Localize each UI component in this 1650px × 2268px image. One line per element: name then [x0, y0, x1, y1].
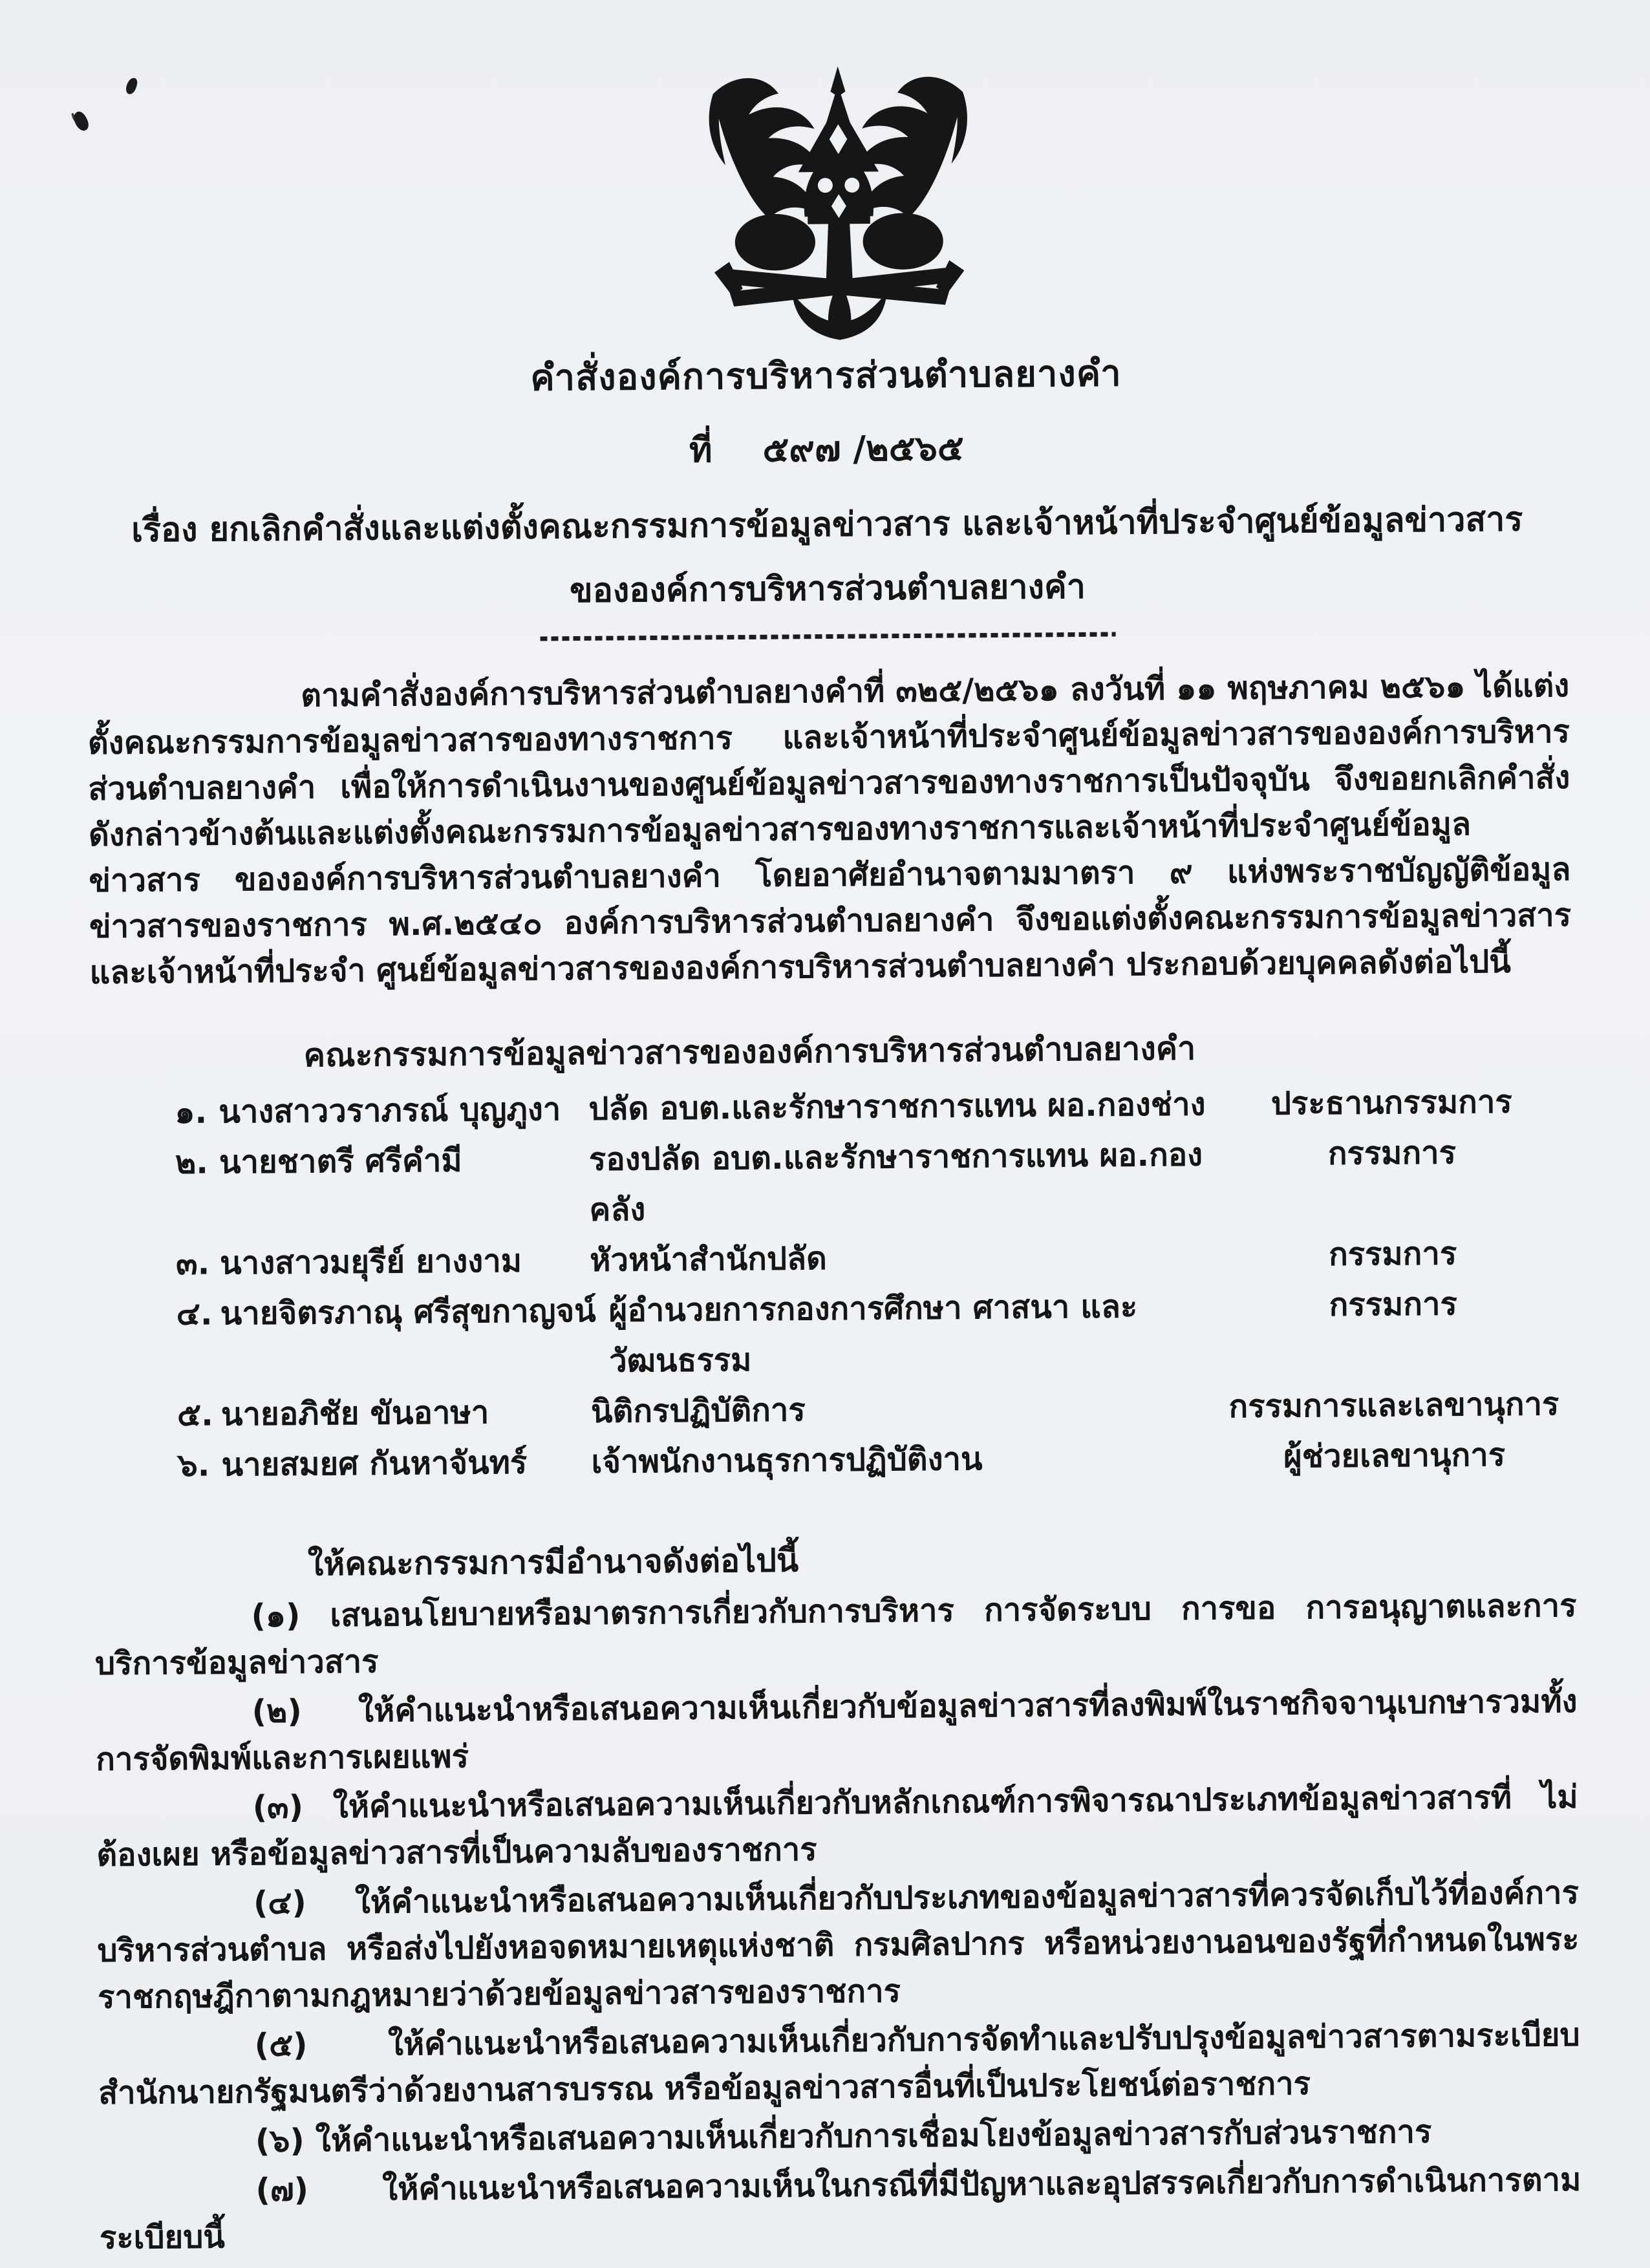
committee-row — [92, 1278, 1574, 1391]
member-no: ๔. — [176, 1295, 213, 1332]
member-no: ๕. — [177, 1396, 213, 1433]
power-item-5: (๕) ให้คำแนะนำหรือเสนอความเห็นเกี่ยวกับการจัดทำและปรับปรุงข้อมูลข่าวสารตามระเบียบสำนักนายกรัฐมนตรีว่าด้วยงานสารบรรณ หรือข้อมูลข่าวสารอื่นที่เป็นประโยชน์ต่อราชการ — [98, 2016, 1580, 2112]
member-name: นายชาตรี ศรีคำมี — [219, 1142, 462, 1181]
member-name: นายจิตรภาณุ ศรีสุขกาญจน์ — [220, 1292, 596, 1332]
member-no: ๖. — [177, 1446, 210, 1484]
power-item-4: (๔) ให้คำแนะนำหรือเสนอความเห็นเกี่ยวกับประเภทของข้อมูลข่าวสารที่ควรจัดเก็บไว้ที่องค์การบริหารส่วนตำบล หรือส่งไปยังหอจดหมายเหตุแห่งชาติ กรมศิลปากร หรือหน่วยงานอนของรัฐที่กำหนดในพระราชกฤษฎีกาตามกฎหมายว่าด้วยข้อมูลข่าวสารของราชการ — [97, 1874, 1580, 2016]
member-position: เจ้าพนักงานธุรการปฏิบัติงาน — [591, 1440, 983, 1481]
doc-number — [85, 415, 1568, 482]
member-role: กรรมการและเลขานุการ — [1228, 1385, 1559, 1426]
subject-line-1: เรื่อง ยกเลิกคำสั่งและแต่งตั้งคณะกรรมการข้อมูลข่าวสาร และเจ้าหน้าที่ประจำศูนย์ข้อมูลข่าวสาร — [131, 500, 1523, 550]
member-position: นิติกรปฏิบัติการ — [590, 1391, 806, 1430]
member-position: ผู้อำนวยการกองการศึกษา ศาสนา และวัฒนธรรม — [608, 1288, 1138, 1380]
member-no: ๑. — [175, 1093, 208, 1131]
doc-number-label: ที่ — [689, 429, 712, 471]
member-position: หัวหน้าสำนักปลัด — [589, 1240, 828, 1279]
member-no: ๓. — [175, 1245, 210, 1282]
member-role: กรรมการ — [1327, 1134, 1457, 1172]
garuda-emblem — [689, 58, 989, 345]
committee-row — [91, 1127, 1574, 1239]
power-item-1: (๑) เสนอนโยบายหรือมาตรการเกี่ยวกับการบริหาร การจัดระบบ การขอ การอนุญาตและการบริการข้อมูลข่าวสาร — [94, 1587, 1577, 1682]
committee-list — [91, 1076, 1576, 1492]
member-name: นายอภิชัย ขันอาษา — [220, 1394, 489, 1433]
doc-number-value: ๕๙๗ /๒๕๖๕ — [762, 427, 964, 470]
member-position: รองปลัด อบต.และรักษาราชการแทน ผอ.กองคลัง — [588, 1136, 1203, 1228]
member-role: กรรมการ — [1329, 1285, 1457, 1323]
powers-heading: ให้คณะกรรมการมีอำนาจดังต่อไปนี้ — [307, 1541, 799, 1583]
subject-line-2: ขององค์การบริหารส่วนตำบลยางคำ — [569, 567, 1086, 611]
page-title: คำสั่งองค์การบริหารส่วนตำบลยางคำ — [530, 352, 1122, 400]
member-name: นางสาววราภรณ์ บุญภูงา — [219, 1091, 561, 1131]
member-name: นายสมยศ กันหาจันทร์ — [221, 1444, 528, 1484]
member-no: ๒. — [175, 1144, 209, 1181]
member-role: ประธานกรรมการ — [1270, 1083, 1512, 1122]
power-item-3: (๓) ให้คำแนะนำหรือเสนอความเห็นเกี่ยวกับหลักเกณฑ์การพิจารณาประเภทข้อมูลข่าวสารที่ ไม่ต้องเผย หรือข้อมูลข่าวสารที่เป็นความลับของราชการ — [96, 1778, 1578, 1874]
member-position: ปลัด อบต.และรักษาราชการแทน ผอ.กองช่าง — [588, 1086, 1206, 1128]
opening-paragraph: ตามคำสั่งองค์การบริหารส่วนตำบลยางคำที่ ๓๒๕/๒๕๖๑ ลงวันที่ ๑๑ พฤษภาคม ๒๕๖๑ ได้แต่งตั้งคณะกรรมการข้อมูลข่าวสารของทางราชการ และเจ้าหน้าที่ประจำศูนย์ข้อมูลข่าวสารขององค์การบริหารส่วนตำบลยางคำ เพื่อให้การดำเนินงานของศูนย์ข้อมูลข่าวสารของทางราชการเป็นปัจจุบัน จึงขอยกเลิกคำสั่งดังกล่าวข้างต้นและแต่งตั้งคณะกรรมการข้อมูลข่าวสารของทางราชการและเจ้าหน้าที่ประจำศูนย์ข้อมูลข่าวสาร ขององค์การบริหารส่วนตำบลยางคำ โดยอาศัยอำนาจตามมาตรา ๙ แห่งพระราชบัญญัติข้อมูลข่าวสารของราชการ พ.ศ.๒๕๔๐ องค์การบริหารส่วนตำบลยางคำ จึงขอแต่งตั้งคณะกรรมการข้อมูลข่าวสาร และเจ้าหน้าที่ประจำ ศูนย์ข้อมูลข่าวสารขององค์การบริหารส่วนตำบลยางคำ ประกอบด้วยบุคคลดังต่อไปนี้ — [87, 667, 1572, 991]
power-item-2: (๒) ให้คำแนะนำหรือเสนอความเห็นเกี่ยวกับข้อมูลข่าวสารที่ลงพิมพ์ในราชกิจจานุเบกษารวมทั้งการจัดพิมพ์และการเผยแพร่ — [95, 1682, 1578, 1778]
member-name: นางสาวมยุรีย์ ยางงาม — [219, 1242, 522, 1282]
committee-heading: คณะกรรมการข้อมูลข่าวสารขององค์การบริหารส่วนตำบลยางคำ — [303, 1029, 1196, 1075]
committee-row — [93, 1429, 1576, 1492]
member-role: กรรมการ — [1328, 1235, 1457, 1273]
member-role: ผู้ช่วยเลขานุการ — [1283, 1436, 1506, 1475]
power-item-6: (๖) ให้คำแนะนำหรือเสนอความเห็นเกี่ยวกับการเชื่อมโยงข้อมูลข่าวสารกับส่วนราชการ — [255, 2113, 1432, 2160]
dashed-divider — [541, 632, 1116, 641]
power-item-7: (๗) ให้คำแนะนำหรือเสนอความเห็นในกรณีที่มีปัญหาและอุปสรรคเกี่ยวกับการดำเนินการตามระเบียบนี้ — [99, 2161, 1581, 2256]
